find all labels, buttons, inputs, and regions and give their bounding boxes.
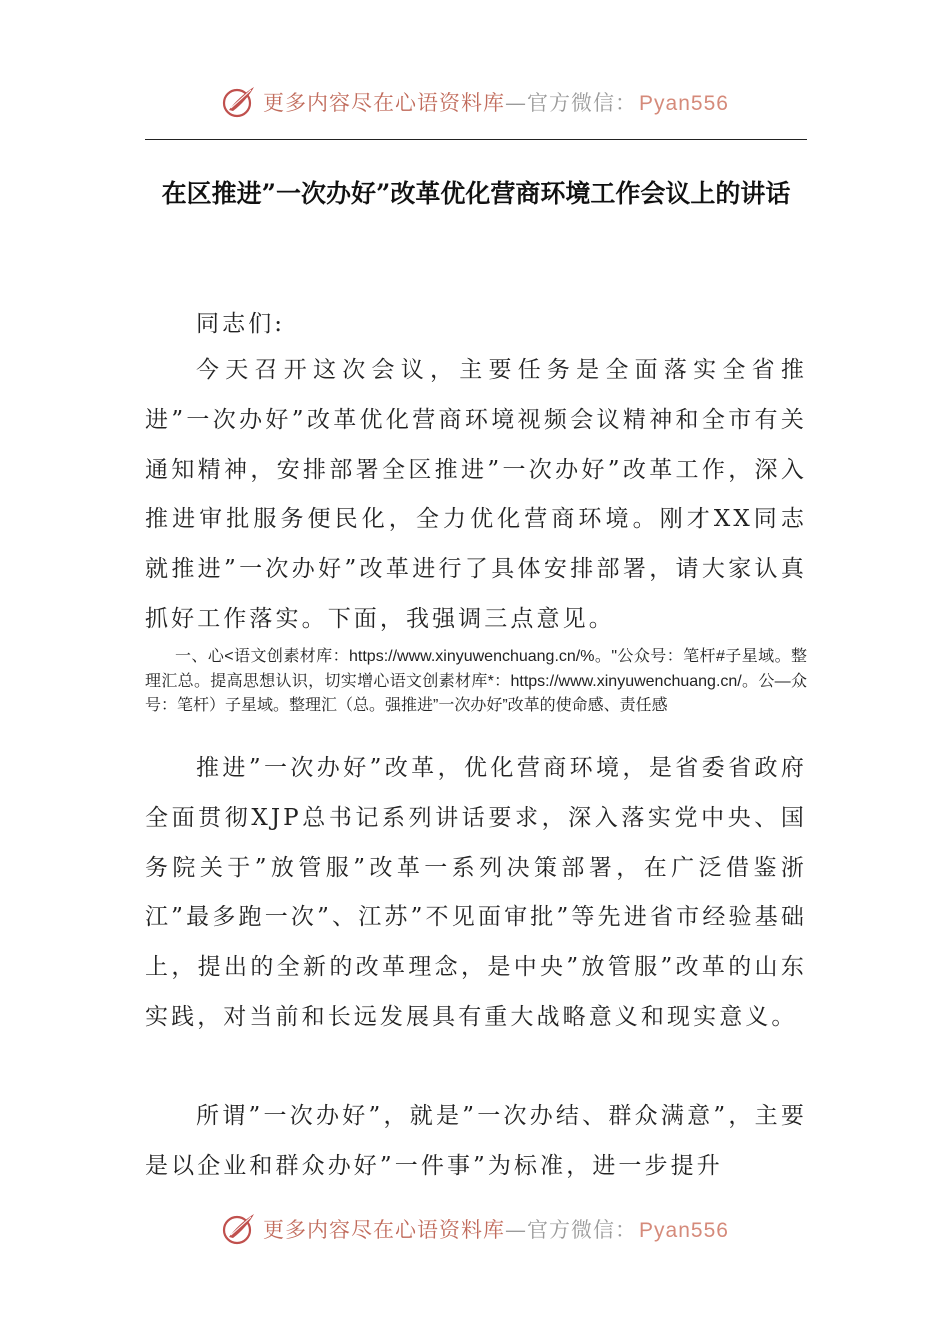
banner-wechat-label: 官方微信：: [527, 91, 638, 115]
banner-separator: —: [505, 1218, 528, 1242]
header-banner: [0, 77, 950, 127]
section-heading-notice: 一、心<语文创素材库：https://www.xinyuwenchuang.cn/%。"公众号：笔杆#子星域。整理汇总。提高思想认识，切实增心语文创素材库*：https://www.xinyuwenchuang.cn/。公—众号：笔杆）子星域。整理汇（总。强推进”一次办好”改革的使命感、责任感: [145, 648, 807, 714]
document-title: 在区推进”一次办好”改革优化营商环境工作会议上的讲话: [161, 179, 791, 208]
paragraph-1: 今天召开这次会议，主要任务是全面落实全省推进”一次办好”改革优化营商环境视频会议精神和全市有关通知精神，安排部署全区推进”一次办好”改革工作，深入推进审批服务便民化，全力优化营商环境。刚才XX同志就推进”一次办好”改革进行了具体安排部署，请大家认真抓好工作落实。下面，我强调三点意见。: [145, 357, 807, 632]
quill-logo-icon: [221, 1211, 257, 1247]
banner-wechat-id: Pyan556: [639, 1219, 729, 1242]
paragraph-2: 推进”一次办好”改革，优化营商环境，是省委省政府全面贯彻XJP总书记系列讲话要求，深入落实党中央、国务院关于”放管服”改革一系列决策部署，在广泛借鉴浙江”最多跑一次”、江苏”不见面审批”等先进省市经验基础上，提出的全新的改革理念，是中央”放管服”改革的山东实践，对当前和长远发展具有重大战略意义和现实意义。: [145, 755, 807, 1030]
banner-text: 更多内容尽在心语资料库: [263, 91, 506, 115]
header-divider: [145, 139, 807, 140]
footer-banner: [0, 1204, 950, 1254]
quill-logo-icon: [221, 84, 257, 120]
banner-wechat-label: 官方微信：: [527, 1218, 638, 1242]
salutation: 同志们:: [196, 311, 286, 337]
banner-wechat-id: Pyan556: [639, 92, 729, 115]
banner-separator: —: [505, 91, 528, 115]
paragraph-3: 所谓”一次办好”，就是”一次办结、群众满意”，主要是以企业和群众办好”一件事”为标准，进一步提升: [145, 1103, 807, 1179]
banner-text: 更多内容尽在心语资料库: [263, 1218, 506, 1242]
